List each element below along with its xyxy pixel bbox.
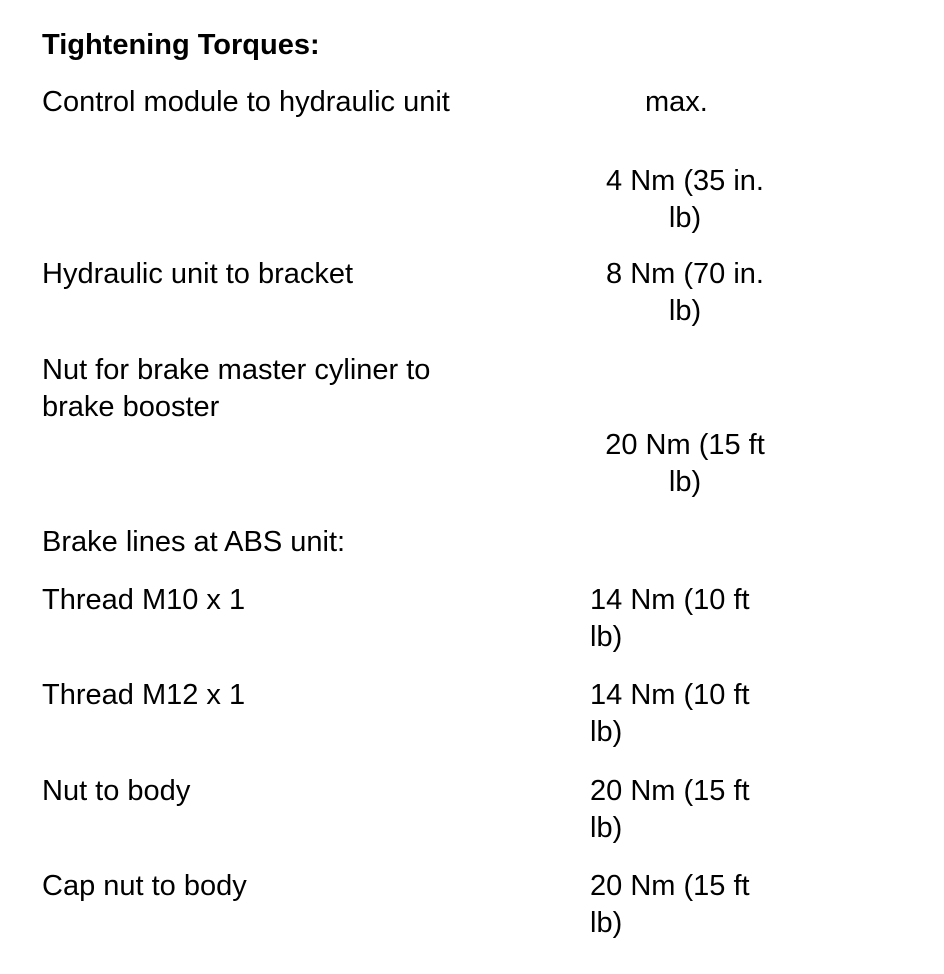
section-label-brake-lines: Brake lines at ABS unit: xyxy=(42,526,346,558)
row-value-thread-m12-line1: 14 Nm (10 ft xyxy=(590,679,750,711)
row-label-thread-m10: Thread M10 x 1 xyxy=(42,584,246,616)
row-label-brake-master-line1: Nut for brake master cyliner to xyxy=(42,354,431,386)
row-label-control-module: Control module to hydraulic unit xyxy=(42,86,450,118)
page-title: Tightening Torques: xyxy=(42,29,320,61)
row-value-brake-master-line2: lb) xyxy=(668,466,702,498)
row-value-thread-m10-line1: 14 Nm (10 ft xyxy=(590,584,750,616)
row-value-nut-to-body-line2: lb) xyxy=(590,812,623,844)
row-label-brake-master-line2: brake booster xyxy=(42,391,220,423)
row-value-brake-master-line1: 20 Nm (15 ft xyxy=(605,429,765,461)
row-value-control-module-line2: lb) xyxy=(668,202,702,234)
row-value-thread-m12-line2: lb) xyxy=(590,716,623,748)
row-label-nut-to-body: Nut to body xyxy=(42,775,191,807)
row-value-nut-to-body-line1: 20 Nm (15 ft xyxy=(590,775,750,807)
row-value-cap-nut-to-body-line2: lb) xyxy=(590,907,623,939)
row-value-control-module-max: max. xyxy=(645,86,708,118)
row-value-thread-m10-line2: lb) xyxy=(590,621,623,653)
row-value-hydraulic-unit-bracket-line2: lb) xyxy=(668,295,702,327)
row-value-hydraulic-unit-bracket-line1: 8 Nm (70 in. xyxy=(606,258,764,290)
row-label-cap-nut-to-body: Cap nut to body xyxy=(42,870,247,902)
row-label-thread-m12: Thread M12 x 1 xyxy=(42,679,246,711)
row-label-hydraulic-unit-bracket: Hydraulic unit to bracket xyxy=(42,258,354,290)
row-value-cap-nut-to-body-line1: 20 Nm (15 ft xyxy=(590,870,750,902)
row-value-control-module-line1: 4 Nm (35 in. xyxy=(606,165,764,197)
